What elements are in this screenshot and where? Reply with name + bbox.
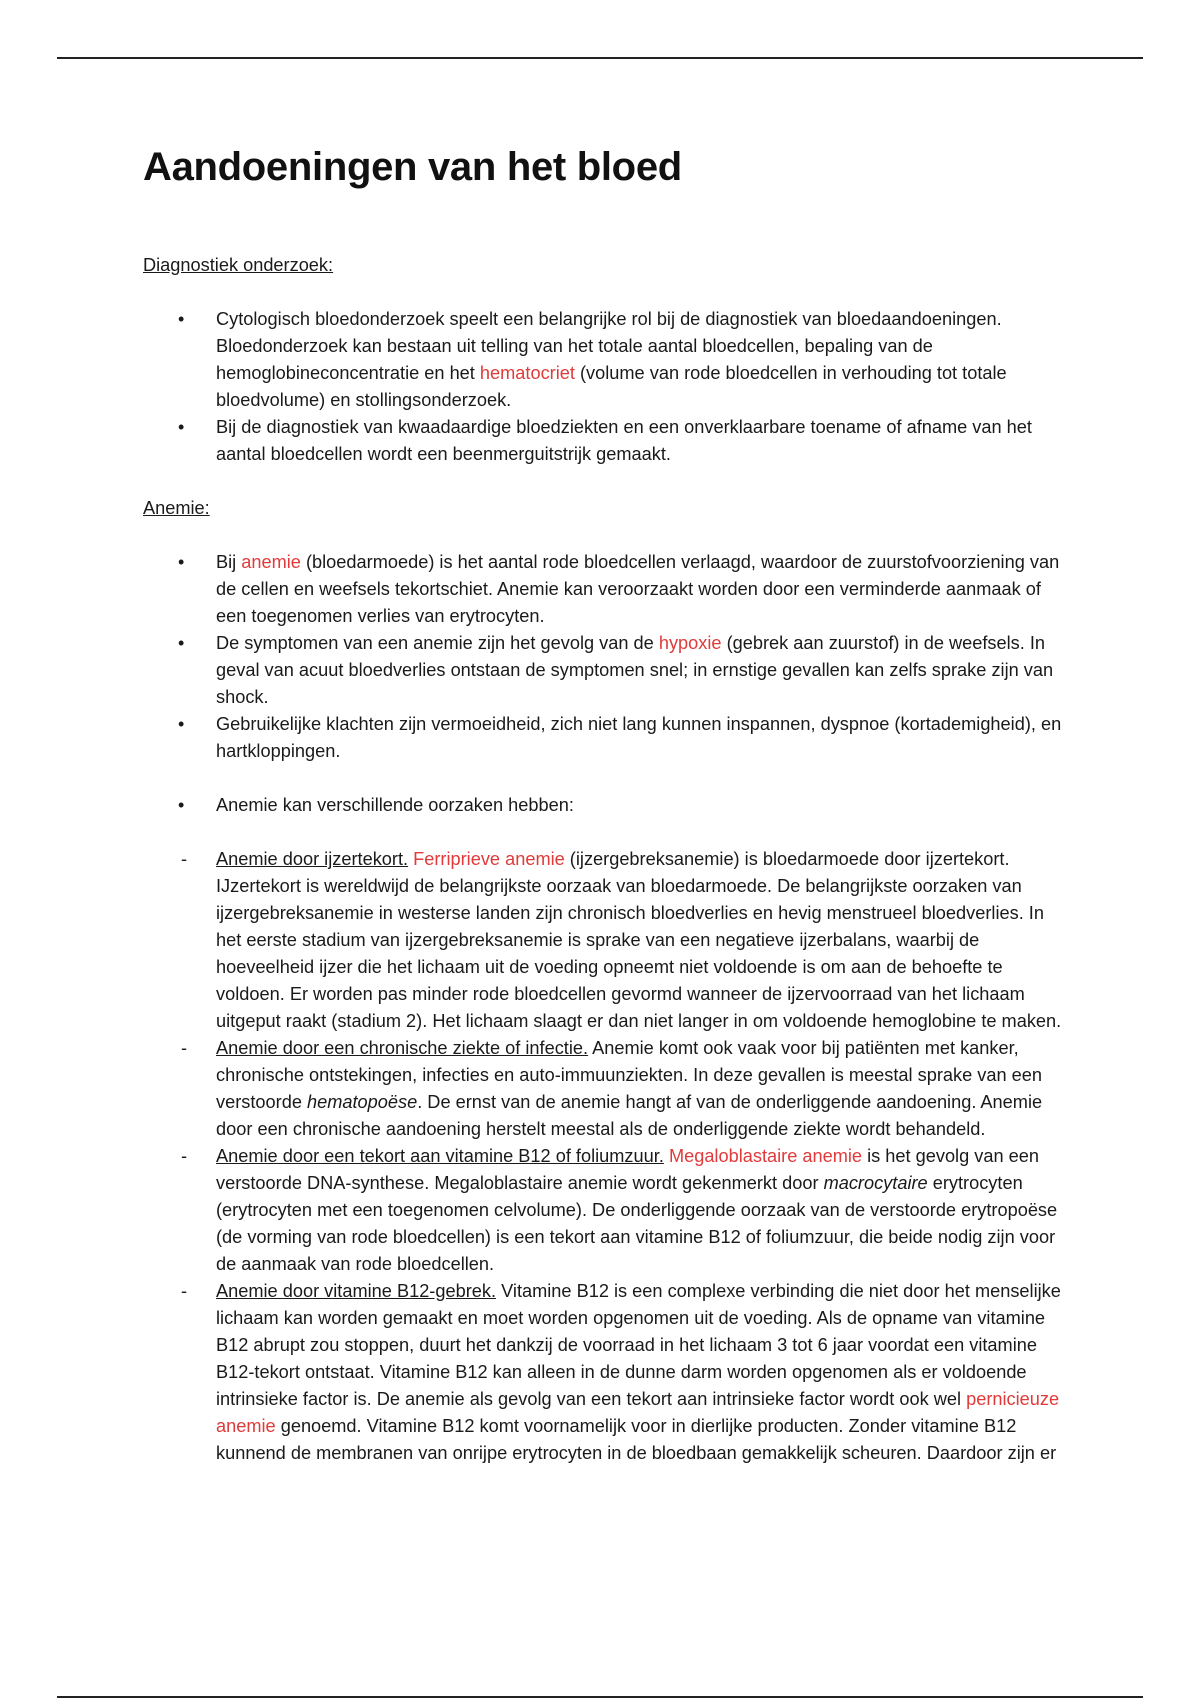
list-item: • Bij de diagnostiek van kwaadaardige bloedziekten en een onverklaarbare toename of afname van het aantal bloedcellen wordt een beenmerguitstrijk gemaakt. — [143, 414, 1063, 468]
keyword-pernicieuze-anemie: pernicieuze anemie — [216, 1389, 1060, 1436]
anemie-list — [143, 549, 1063, 765]
list-item: - Anemie door ijzertekort. Ferriprieve anemie (ijzergebreksanemie) is bloedarmoede door ijzertekort. IJzertekort is wereldwijd de belangrijkste oorzaak van bloedarmoede. De belangrijkste oorzaken van ijzergebreksanemie in westerse landen zijn chronisch bloedverlies en hevig menstrueel bloedverlies. In het eerste stadium van ijzergebreksanemie is sprake van een negatieve ijzerbalans, waarbij de hoeveelheid ijzer die het lichaam uit de voeding opneemt niet voldoende is om aan de behoefte te voldoen. Er worden pas minder rode bloedcellen gevormd wanneer de ijzervoorraad van het lichaam uitgeput raakt (stadium 2). Het lichaam slaagt er dan niet langer in om voldoende hemoglobine te maken. — [143, 846, 1063, 1035]
header-rule — [57, 57, 1143, 59]
term-hematopoese: hematopoëse — [306, 1092, 418, 1112]
anemie-causes-list — [143, 846, 1063, 1467]
list-item: - Anemie door een chronische ziekte of infectie. Anemie komt ook vaak voor bij patiënten met kanker, chronische ontstekingen, infecties en auto-immuunziekten. In deze gevallen is meestal sprake van een verstoorde hematopoëse. De ernst van de anemie hangt af van de onderliggende aandoening. Anemie door een chronische aandoening herstelt meestal als de onderliggende ziekte wordt behandeld. — [143, 1035, 1063, 1143]
keyword-anemie: anemie — [241, 552, 301, 572]
keyword-megaloblastaire-anemie: Megaloblastaire anemie — [668, 1146, 863, 1166]
keyword-ferriprieve-anemie: Ferriprieve anemie — [413, 849, 565, 869]
document-body — [143, 252, 1063, 1467]
keyword-hematocriet: hematocriet — [479, 363, 575, 383]
page-title: Aandoeningen van het bloed — [143, 145, 682, 189]
keyword-hypoxie: hypoxie — [658, 633, 722, 653]
diagnostiek-list — [143, 306, 1063, 468]
subheading-b12-foliumzuur: Anemie door een tekort aan vitamine B12 of foliumzuur. — [216, 1146, 664, 1166]
list-item: • Bij anemie (bloedarmoede) is het aantal rode bloedcellen verlaagd, waardoor de zuurstofvoorziening van de cellen en weefsels tekortschiet. Anemie kan veroorzaakt worden door een verminderde aanmaak of een toegenomen verlies van erytrocyten. — [143, 549, 1063, 630]
anemie-causes-intro — [143, 792, 1063, 819]
section-heading-diagnostiek: Diagnostiek onderzoek: — [143, 255, 334, 275]
term-macrocytaire: macrocytaire — [823, 1173, 928, 1193]
list-item: • De symptomen van een anemie zijn het gevolg van de hypoxie (gebrek aan zuurstof) in de weefsels. In geval van acuut bloedverlies ontstaan de symptomen snel; in ernstige gevallen kan zelfs sprake zijn van shock. — [143, 630, 1063, 711]
subheading-ijzertekort: Anemie door ijzertekort. — [216, 849, 409, 869]
list-item: • Gebruikelijke klachten zijn vermoeidheid, zich niet lang kunnen inspannen, dyspnoe (kortademigheid), en hartkloppingen. — [143, 711, 1063, 765]
list-item: - Anemie door een tekort aan vitamine B12 of foliumzuur. Megaloblastaire anemie is het gevolg van een verstoorde DNA-synthese. Megaloblastaire anemie wordt gekenmerkt door macrocytaire erytrocyten (erytrocyten met een toegenomen celvolume). De onderliggende oorzaak van de verstoorde erytropoëse (de vorming van rode bloedcellen) is een tekort aan vitamine B12 of foliumzuur, die beide nodig zijn voor de aanmaak van rode bloedcellen. — [143, 1143, 1063, 1278]
footer-rule — [57, 1696, 1143, 1698]
subheading-chronische-ziekte: Anemie door een chronische ziekte of infectie. — [216, 1038, 589, 1058]
list-item: - Anemie door vitamine B12-gebrek. Vitamine B12 is een complexe verbinding die niet door het menselijke lichaam kan worden gemaakt en moet worden opgenomen uit de voeding. Als de opname van vitamine B12 abrupt zou stoppen, duurt het dankzij de voorraad in het lichaam 3 tot 6 jaar voordat een vitamine B12-tekort ontstaat. Vitamine B12 kan alleen in de dunne darm worden opgenomen als er voldoende intrinsieke factor is. De anemie als gevolg van een tekort aan intrinsieke factor wordt ook wel pernicieuze anemie genoemd. Vitamine B12 komt voornamelijk voor in dierlijke producten. Zonder vitamine B12 kunnend de membranen van onrijpe erytrocyten in de bloedbaan gemakkelijk scheuren. Daardoor zijn er — [143, 1278, 1063, 1467]
list-item: • Cytologisch bloedonderzoek speelt een belangrijke rol bij de diagnostiek van bloedaandoeningen. Bloedonderzoek kan bestaan uit telling van het totale aantal bloedcellen, bepaling van de hemoglobineconcentratie en het hematocriet (volume van rode bloedcellen in verhouding tot totale bloedvolume) en stollingsonderzoek. — [143, 306, 1063, 414]
subheading-b12-gebrek: Anemie door vitamine B12-gebrek. — [216, 1281, 497, 1301]
section-heading-anemie: Anemie: — [143, 498, 210, 518]
list-item: • Anemie kan verschillende oorzaken hebben: — [143, 792, 1063, 819]
